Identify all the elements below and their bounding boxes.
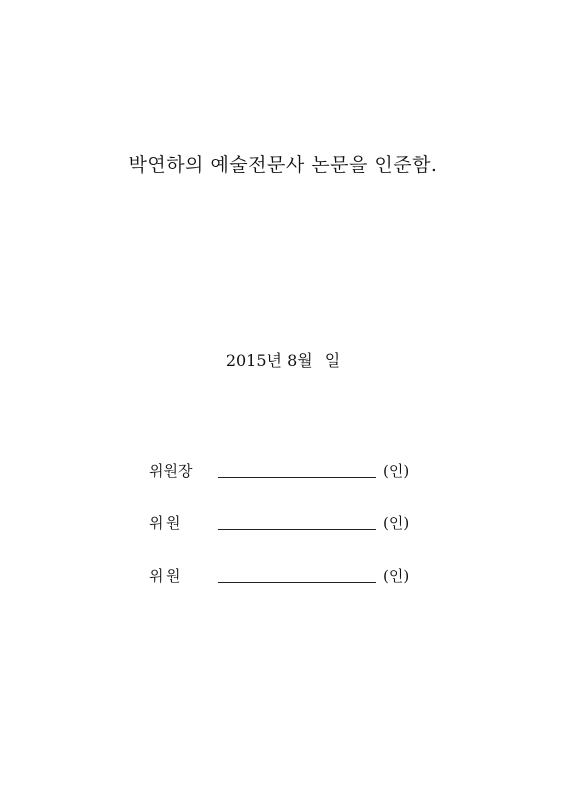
signature-role-member: 위 원	[149, 514, 181, 532]
seal-mark: (인)	[383, 567, 410, 585]
approval-date	[0, 348, 566, 371]
signature-row-member-2	[0, 563, 566, 587]
signature-row-member-1	[0, 510, 566, 534]
date-day: 일	[324, 351, 341, 370]
signature-row-chair	[0, 458, 566, 482]
signature-role-chair: 위원장	[149, 462, 193, 480]
seal-mark: (인)	[383, 462, 410, 480]
date-year-month: 2015년 8월	[225, 351, 313, 370]
page-title: 박연하의 예술전문사 논문을 인준함.	[128, 154, 438, 176]
signature-role-member: 위 원	[149, 567, 181, 585]
seal-mark: (인)	[383, 514, 410, 532]
signature-line	[218, 477, 376, 478]
signature-line	[218, 582, 376, 583]
signature-line	[218, 529, 376, 530]
